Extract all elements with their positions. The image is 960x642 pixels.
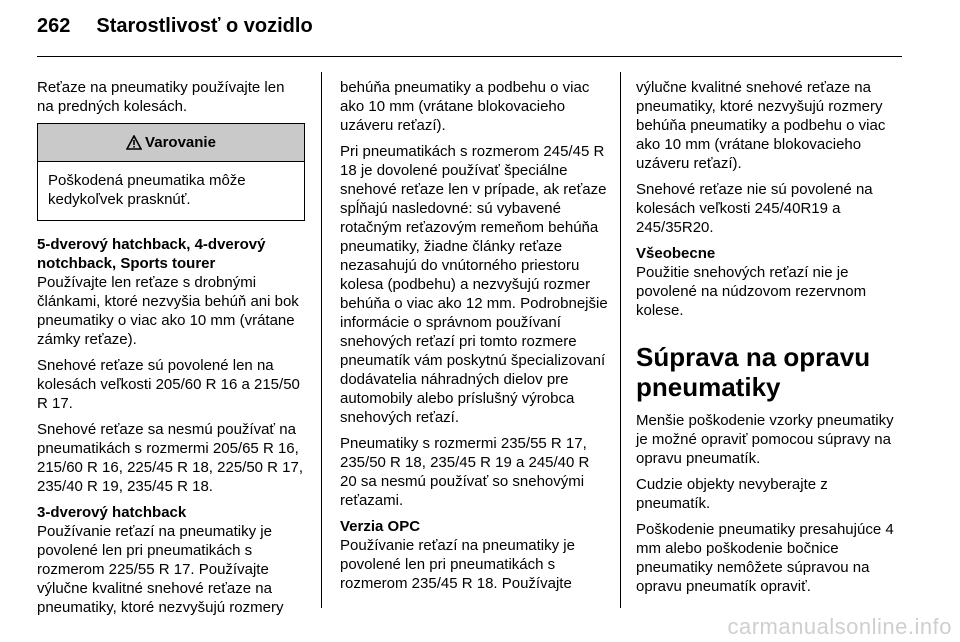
warning-header <box>38 124 304 162</box>
intro-paragraph: Reťaze na pneumatiky používajte len na predných kolesách. <box>37 79 285 115</box>
section-heading-general: Všeobecne <box>636 245 716 262</box>
section-title-repair-kit: Súprava na opravu pneumatiky <box>636 342 871 402</box>
warning-box <box>37 123 305 221</box>
page-number: 262 <box>37 14 71 37</box>
column-divider-2 <box>620 72 621 608</box>
paragraph: behúňa pneumatiky a podbehu o viac ako 10 mm (vrátane blokovacieho uzáveru reťazí). <box>340 79 590 134</box>
section-heading-opc: Verzia OPC <box>340 518 421 535</box>
column-1 <box>37 78 305 624</box>
paragraph: Snehové reťaze sú povolené len na kolesách veľkosti 205/60 R 16 a 215/50 R 17. <box>37 357 300 412</box>
paragraph: Používanie reťazí na pneumatiky je povolené len pri pneumatikách s rozmerom 225/55 R 17. Používajte výlučne kvalitné snehové reťaze na pneumatiky, ktoré nezvyšujú rozmery <box>37 523 284 616</box>
paragraph: výlučne kvalitné snehové reťaze na pneumatiky, ktoré nezvyšujú rozmery behúňa pneumatiky a podbehu o viac ako 10 mm (vrátane blokovacieho uzáveru reťazí). <box>636 79 886 172</box>
paragraph: Menšie poškodenie vzorky pneumatiky je možné opraviť pomocou súpravy na opravu pneumatík. <box>636 412 894 467</box>
paragraph: Snehové reťaze nie sú povolené na kolesách veľkosti 245/40R19 a 245/35R20. <box>636 181 873 236</box>
page-title: Starostlivosť o vozidlo <box>96 14 313 37</box>
paragraph: Pri pneumatikách s rozmerom 245/45 R 18 je dovolené používať špeciálne snehové reťaze len v prípade, ak reťaze spĺňajú nasledovné: sú vybavené rotačným reťazovým remeňom behúňa pneumatiky, žiadne články reťaze nezasahujú do vnútorného priestoru kolesa (podbehu) a nezvyšujú rozmer behúňa o viac ako 12 mm. Podrobnejšie informácie o správnom používaní snehových reťazí pri tomto rozmere pneumatík vám poskytnú špecializovaní dodávatelia náhradných dielov pre automobily alebo príslušný výrobca snehových reťazí. <box>340 143 608 426</box>
paragraph: Pneumatiky s rozmermi 235/55 R 17, 235/50 R 18, 235/45 R 19 a 245/40 R 20 sa nesmú používať so snehovými reťazami. <box>340 435 590 509</box>
header-rule <box>37 56 902 57</box>
warning-title: Varovanie <box>145 134 216 151</box>
watermark: carmanualsonline.info <box>727 614 952 639</box>
column-divider-1 <box>321 72 322 608</box>
paragraph: Použitie snehových reťazí nie je povolené na núdzovom rezervnom kolese. <box>636 264 867 319</box>
warning-text: Poškodená pneumatika môže kedykoľvek prasknúť. <box>48 172 246 208</box>
paragraph: Používanie reťazí na pneumatiky je povolené len pri pneumatikách s rozmerom 235/45 R 18. Používajte <box>340 537 575 592</box>
paragraph: Cudzie objekty nevyberajte z pneumatík. <box>636 476 828 512</box>
paragraph: Snehové reťaze sa nesmú používať na pneumatikách s rozmermi 205/65 R 16, 215/60 R 16, 225/45 R 18, 225/50 R 17, 235/40 R 19, 235/45 R 18. <box>37 421 304 495</box>
section-heading-3-door: 3-dverový hatchback <box>37 504 187 521</box>
paragraph: Poškodenie pneumatiky presahujúce 4 mm alebo poškodenie bočnice pneumatiky nemôžete súpravou na opravu pneumatík opraviť. <box>636 521 894 595</box>
column-2 <box>340 78 608 600</box>
warning-triangle-icon <box>126 135 142 150</box>
page-header <box>37 6 313 46</box>
section-heading-5-door: 5-dverový hatchback, 4-dverový notchback, Sports tourer <box>37 236 266 272</box>
column-3 <box>636 78 904 603</box>
paragraph: Používajte len reťaze s drobnými článkami, ktoré nezvyšia behúň ani bok pneumatiky o viac ako 10 mm (vrátane zámky reťaze). <box>37 274 299 348</box>
